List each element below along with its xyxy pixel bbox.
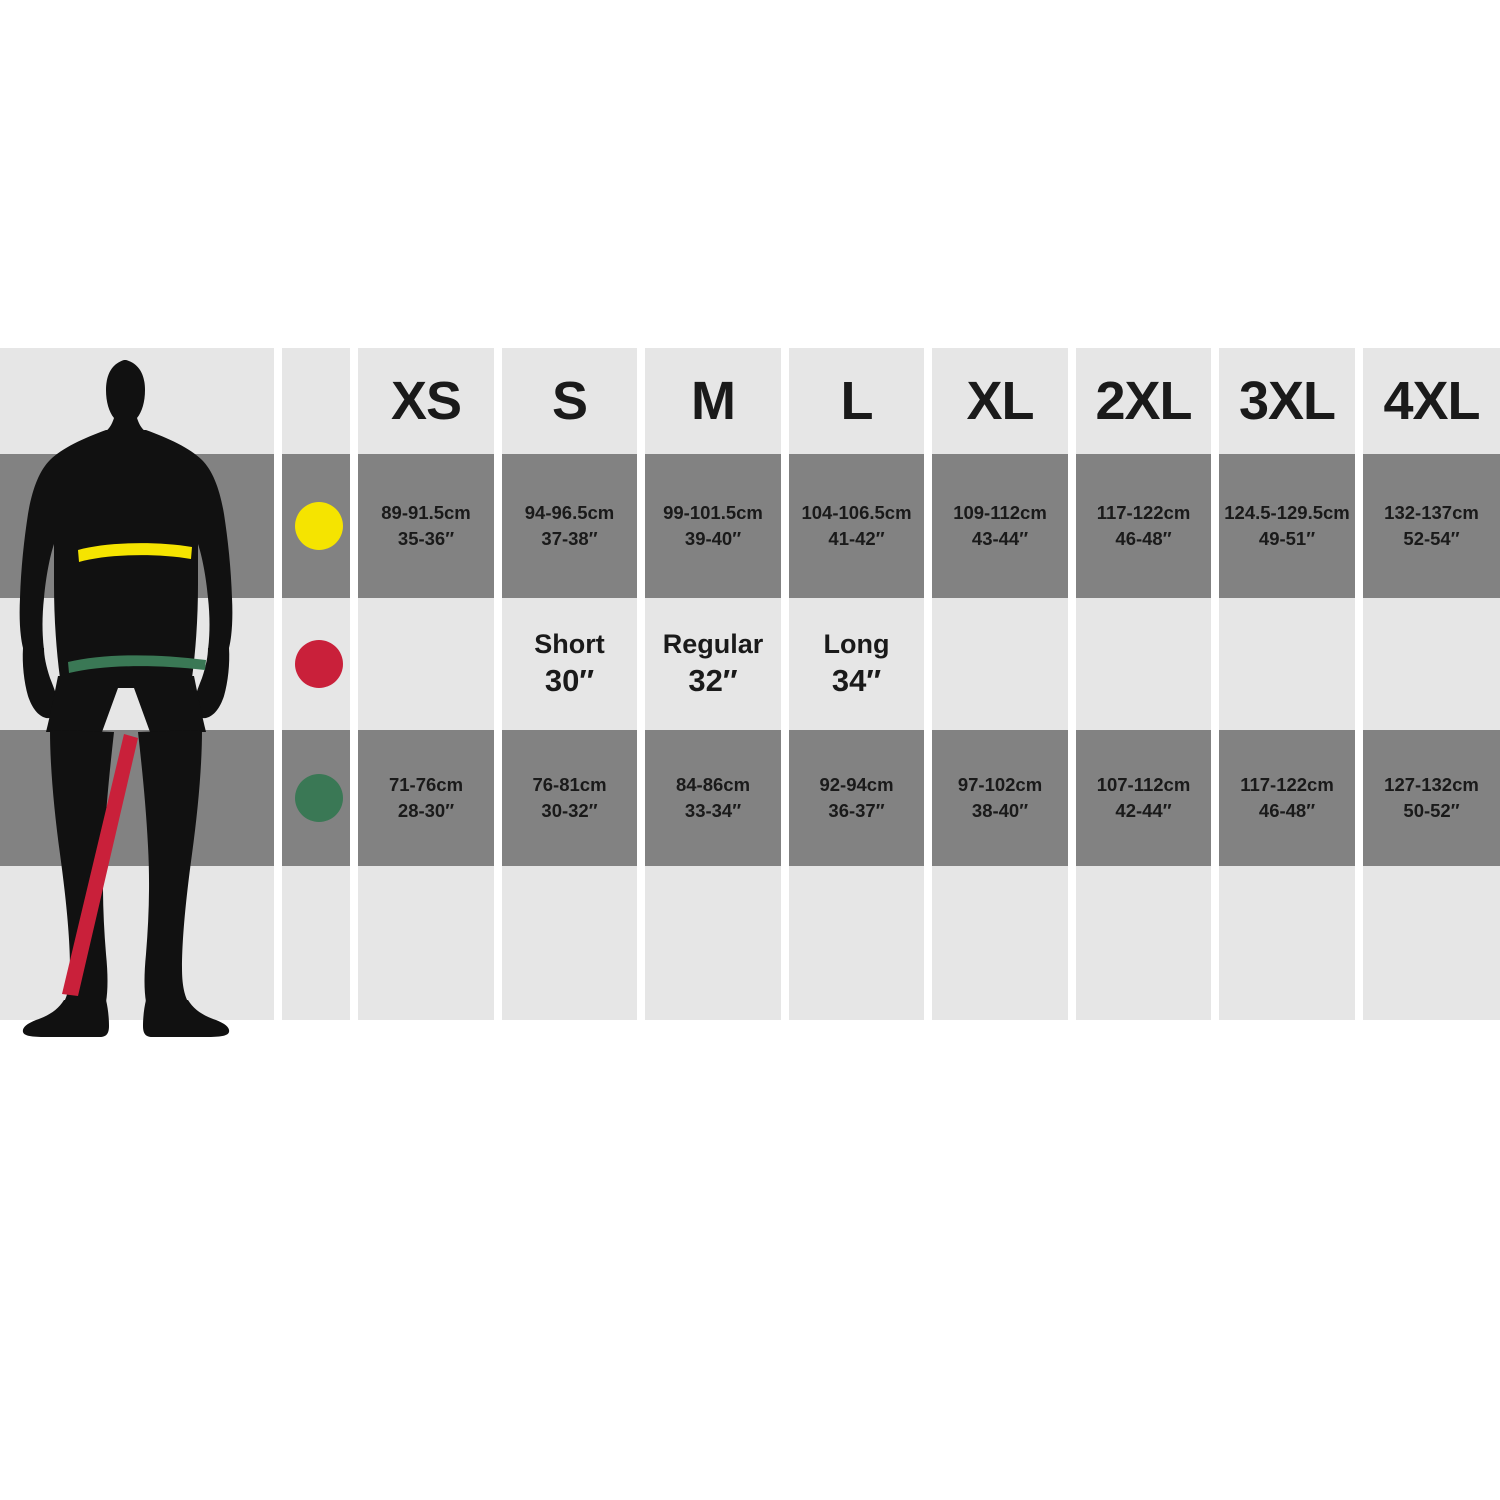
cell-waist-s: 76-81cm 30-32″ — [532, 774, 607, 821]
cell-chest-l: 104-106.5cm 41-42″ — [801, 502, 912, 549]
cell-chest-xl: 109-112cm 43-44″ — [953, 502, 1047, 549]
cell-waist-2xl: 107-112cm 42-44″ — [1096, 774, 1191, 821]
column-gap — [1355, 348, 1363, 1020]
header-size-xl: XL — [966, 371, 1034, 431]
header-size-xs: XS — [390, 371, 462, 431]
column-gap — [924, 348, 932, 1020]
header-size-2xl: 2XL — [1095, 371, 1192, 431]
cell-chest-m: 99-101.5cm 39-40″ — [663, 502, 763, 549]
cell-waist-3xl: 117-122cm 46-48″ — [1240, 774, 1334, 821]
green-dot — [295, 774, 343, 822]
cell-chest-s: 94-96.5cm 37-38″ — [524, 502, 615, 549]
marker-chest — [282, 502, 356, 555]
cell-leg-m: Regular 32″ — [662, 629, 764, 698]
header-size-l: L — [840, 371, 873, 431]
yellow-dot — [295, 502, 343, 550]
cell-waist-4xl: 127-132cm 50-52″ — [1384, 774, 1479, 821]
cell-chest-4xl: 132-137cm 52-54″ — [1384, 502, 1479, 549]
column-gap — [274, 348, 282, 1020]
cell-leg-s: Short 30″ — [534, 629, 605, 698]
band-footer — [0, 866, 1500, 1020]
header-size-4xl: 4XL — [1383, 371, 1480, 431]
red-dot — [295, 640, 343, 688]
column-gap — [494, 348, 502, 1020]
size-chart — [0, 348, 1500, 1020]
column-gap — [1068, 348, 1076, 1020]
cell-waist-xl: 97-102cm 38-40″ — [957, 774, 1043, 821]
cell-waist-m: 84-86cm 33-34″ — [675, 774, 751, 821]
cell-leg-l: Long 34″ — [823, 629, 890, 698]
column-gap — [637, 348, 645, 1020]
marker-waist — [282, 774, 356, 827]
cell-chest-3xl: 124.5-129.5cm 49-51″ — [1224, 502, 1350, 549]
column-gap — [781, 348, 789, 1020]
cell-chest-2xl: 117-122cm 46-48″ — [1096, 502, 1191, 549]
header-size-m: M — [691, 371, 735, 431]
cell-waist-xs: 71-76cm 28-30″ — [388, 774, 464, 821]
header-size-3xl: 3XL — [1238, 371, 1336, 431]
column-gap — [1211, 348, 1219, 1020]
marker-inside-leg — [282, 640, 356, 693]
cell-chest-xs: 89-91.5cm 35-36″ — [381, 502, 471, 549]
cell-waist-l: 92-94cm 36-37″ — [819, 774, 894, 821]
header-size-s: S — [551, 371, 588, 431]
